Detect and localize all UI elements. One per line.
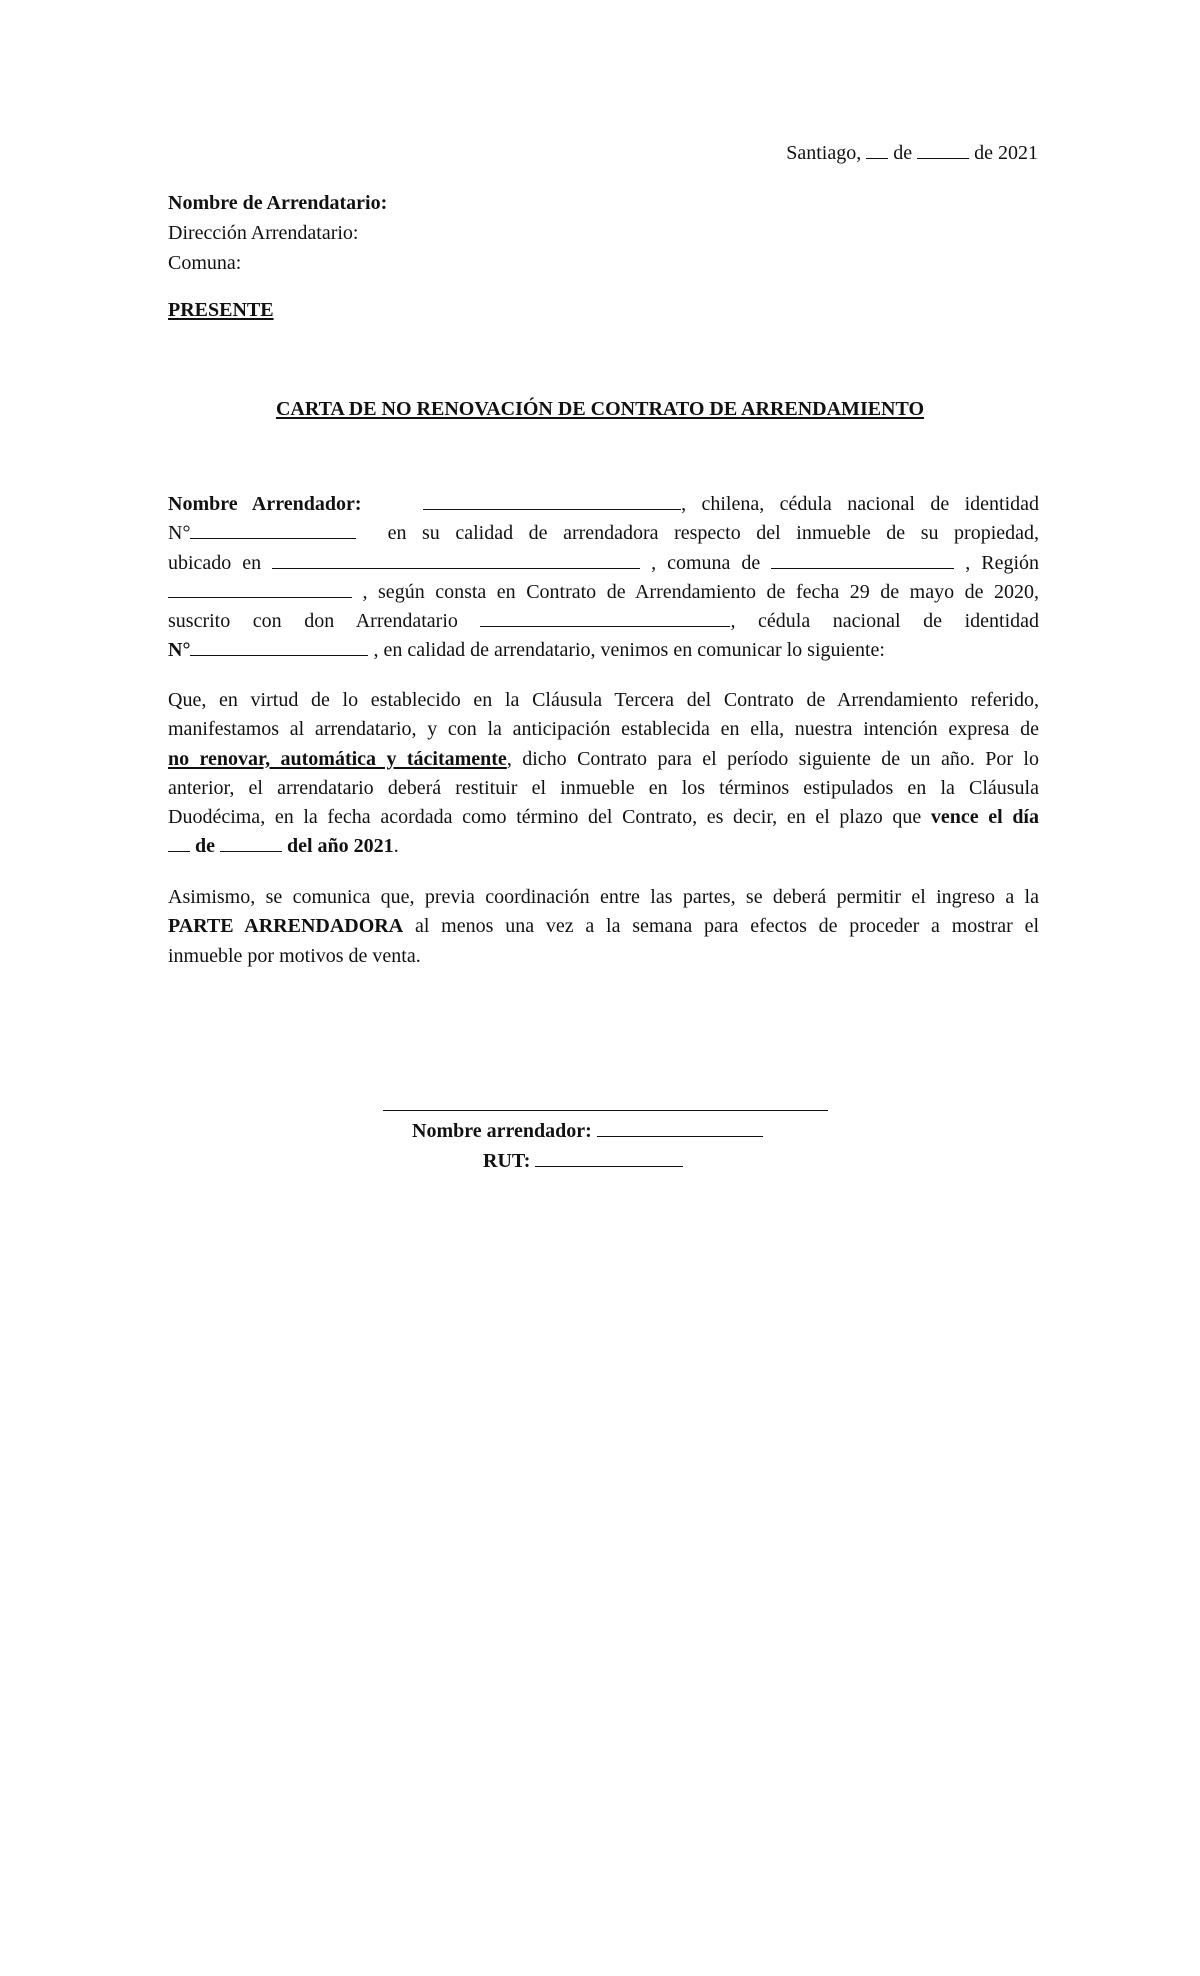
p2-line-2: manifestamos al arrendatario, y con la anticipación establecida en ella, nuestra intención expresa de [168, 718, 1039, 741]
tenant-name-blank [480, 607, 730, 627]
p1-text-9: , en calidad de arrendatario, venimos en comunicar lo siguiente: [373, 639, 885, 662]
signature-rut-label: RUT: [483, 1150, 531, 1172]
p1-text-2: en su calidad de arrendadora respecto del inmueble de su propiedad, [387, 522, 1039, 545]
addressee-commune-label: Comuna: [168, 252, 242, 274]
p3-text-2: al menos una vez a la semana para efectos de proceder a mostrar el [414, 915, 1040, 938]
p2-line-3 [168, 745, 1039, 774]
no-renewal-emphasis: no renovar, automática y tácitamente [168, 747, 507, 770]
expiry-day-blank [168, 832, 190, 852]
p3-line-3: inmueble por motivos de venta. [168, 944, 421, 967]
paragraph-2 [168, 686, 1039, 862]
p2-text-3: , dicho Contrato para el período siguiente de un año. Por lo [506, 747, 1039, 770]
p1-text-3: ubicado en [168, 551, 262, 574]
letter-title: CARTA DE NO RENOVACIÓN DE CONTRATO DE ARRENDAMIENTO [275, 398, 925, 420]
signature-name-blank [597, 1117, 763, 1137]
region-blank [168, 578, 352, 598]
signature-name-row [412, 1116, 763, 1146]
signature-rut-blank [535, 1147, 683, 1167]
p2-line-1: Que, en virtud de lo establecido en la Cláusula Tercera del Contrato de Arrendamiento referido, [168, 689, 1039, 711]
date-line [786, 139, 1038, 168]
p2-text-5a: Duodécima, en la fecha acordada como término del Contrato, es decir, en el plazo que [168, 806, 922, 829]
lessor-id-blank [190, 519, 356, 539]
addressee-block [168, 188, 387, 278]
p1-no-2: N° [168, 639, 191, 662]
p1-line-5 [168, 607, 1039, 636]
commune-blank [771, 549, 954, 569]
expiry-label: vence el día [930, 806, 1039, 829]
addressee-name-label: Nombre de Arrendatario: [168, 192, 388, 214]
p1-line-1 [168, 490, 1039, 519]
p1-line-4 [168, 578, 1039, 607]
p3-line-1: Asimismo, se comunica que, previa coordinación entre las partes, se deberá permitir el ingreso a la [168, 886, 1039, 908]
p1-text-4: , comuna de [651, 551, 761, 574]
expiry-month-blank [220, 832, 282, 852]
p1-text-5: , Región [965, 551, 1040, 574]
paragraph-3 [168, 883, 1039, 971]
property-address-blank [272, 549, 640, 569]
presente-heading: PRESENTE [168, 299, 274, 321]
p2-line-4: anterior, el arrendatario deberá restituir el inmueble en los términos estipulados en la Cláusula [168, 776, 1039, 799]
lessor-name-label: Nombre Arrendador: [168, 493, 362, 515]
p3-line-2 [168, 912, 1039, 941]
signature-name-label: Nombre arrendador: [412, 1120, 592, 1142]
p1-text-8: , cédula nacional de identidad [730, 610, 1039, 633]
expiry-year: del año 2021 [287, 835, 394, 858]
signature-rut-row [483, 1146, 683, 1176]
signature-line [383, 1110, 828, 1111]
p1-line-6 [168, 636, 1039, 665]
lessor-party-emphasis: PARTE ARRENDADORA [168, 915, 404, 938]
paragraph-1 [168, 490, 1039, 666]
addressee-address-label: Dirección Arrendatario: [168, 222, 359, 244]
date-year: de 2021 [974, 142, 1038, 164]
p1-text-1: , chilena, cédula nacional de identidad [681, 493, 1040, 515]
lessor-name-blank [423, 490, 681, 510]
p1-no-1: N° [168, 522, 191, 545]
day-blank [866, 139, 888, 159]
month-blank [917, 139, 969, 159]
date-city: Santiago, [786, 142, 862, 164]
p1-text-7: suscrito con don Arrendatario [168, 610, 458, 633]
p1-line-2 [168, 519, 1039, 548]
p2-period: . [393, 835, 399, 858]
tenant-id-blank [190, 636, 368, 656]
p1-text-6: , según consta en Contrato de Arrendamiento de fecha 29 de mayo de 2020, [362, 580, 1039, 603]
p2-line-6 [168, 832, 1039, 861]
expiry-de: de [195, 835, 215, 858]
p1-line-3 [168, 549, 1039, 578]
date-de: de [893, 142, 913, 164]
p2-line-5 [168, 803, 1039, 832]
